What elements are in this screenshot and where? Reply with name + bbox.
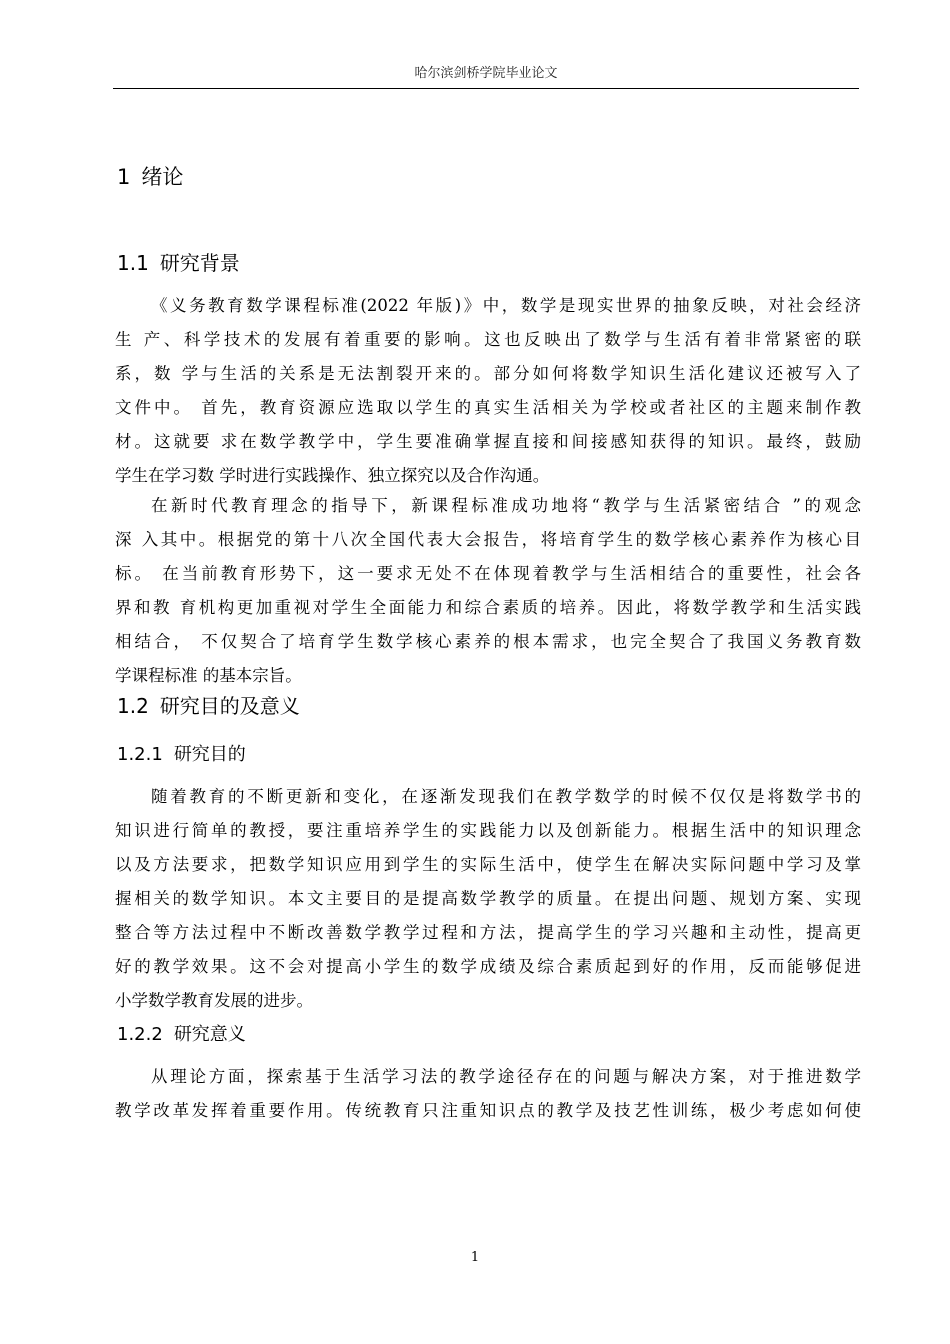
page-header: 哈尔滨剑桥学院毕业论文 [414, 66, 558, 81]
text-line: 生 产、科学技术的发展有着重要的影响。这也反映出了数学与生活有着非常紧密的联 [115, 330, 861, 349]
text-line: 在新时代教育理念的指导下，新课程标准成功地将“教学与生活紧密结合 ”的观念 [151, 496, 861, 515]
text-line: 小学数学教育发展的进步。 [115, 991, 313, 1010]
text-line: 深 入其中。根据党的第十八次全国代表大会报告，将培育学生的数学核心素养作为核心目 [115, 530, 861, 549]
chapter-heading [117, 161, 183, 191]
subsection-heading-1-2-1 [117, 740, 246, 766]
chapter-number: 1 [117, 165, 131, 189]
text-line: 界和教 育机构更加重视对学生全面能力和综合素质的培养。因此，将数学教学和生活实践 [115, 598, 861, 617]
paragraph-background-1 [115, 289, 861, 493]
text-line: 系，数 学与生活的关系是无法割裂开来的。部分如何将数学知识生活化建议还被写入了 [115, 364, 861, 383]
paragraph-background-2 [115, 489, 861, 693]
subsection-number: 1.2.1 [117, 744, 163, 765]
chapter-title: 绪论 [141, 165, 184, 189]
subsection-title: 研究目的 [173, 744, 246, 765]
section-title: 研究背景 [159, 251, 240, 275]
text-line: 握相关的数学知识。本文主要目的是提高数学教学的质量。在提出问题、规划方案、实现 [115, 889, 861, 908]
subsection-number: 1.2.2 [117, 1024, 163, 1045]
page-number: 1 [470, 1250, 480, 1265]
text-line: 材。这就要 求在数学教学中，学生要准确掌握直接和间接感知获得的知识。最终，鼓励 [115, 432, 861, 451]
section-number: 1.1 [117, 251, 149, 275]
text-line: 知识进行简单的教授，要注重培养学生的实践能力以及创新能力。根据生活中的知识理念 [115, 821, 861, 840]
header-rule [113, 88, 859, 89]
section-heading-1-1 [117, 247, 240, 276]
text-line: 文件中。 首先，教育资源应选取以学生的真实生活相关为学校或者社区的主题来制作教 [115, 398, 861, 417]
text-line: 以及方法要求，把数学知识应用到学生的实际生活中，使学生在解决实际问题中学习及掌 [115, 855, 861, 874]
subsection-heading-1-2-2 [117, 1020, 246, 1046]
text-line: 学课程标准 的基本宗旨。 [115, 666, 302, 685]
text-line: 整合等方法过程中不断改善数学教学过程和方法，提高学生的学习兴趣和主动性，提高更 [115, 923, 861, 942]
paragraph-significance [115, 1060, 861, 1128]
text-line: 教学改革发挥着重要作用。传统教育只注重知识点的教学及技艺性训练，极少考虑如何使 [115, 1101, 861, 1120]
text-line: 标。 在当前教育形势下，这一要求无处不在体现着教学与生活相结合的重要性，社会各 [115, 564, 861, 583]
subsection-title: 研究意义 [173, 1024, 246, 1045]
text-line: 《义务教育数学课程标准(2022 年版)》中，数学是现实世界的抽象反映，对社会经济 [151, 296, 861, 315]
section-number: 1.2 [117, 694, 149, 718]
text-line: 从理论方面，探索基于生活学习法的教学途径存在的问题与解决方案，对于推进数学 [151, 1067, 861, 1086]
text-line: 学生在学习数 学时进行实践操作、独立探究以及合作沟通。 [115, 466, 550, 485]
paragraph-purpose [115, 780, 861, 1018]
text-line: 随着教育的不断更新和变化，在逐渐发现我们在教学数学的时候不仅仅是将数学书的 [151, 787, 861, 806]
section-heading-1-2 [117, 690, 300, 719]
section-title: 研究目的及意义 [159, 694, 300, 718]
text-line: 好的教学效果。这不会对提高小学生的数学成绩及综合素质起到好的作用，反而能够促进 [115, 957, 861, 976]
text-line: 相结合， 不仅契合了培育学生数学核心素养的根本需求，也完全契合了我国义务教育数 [115, 632, 861, 651]
